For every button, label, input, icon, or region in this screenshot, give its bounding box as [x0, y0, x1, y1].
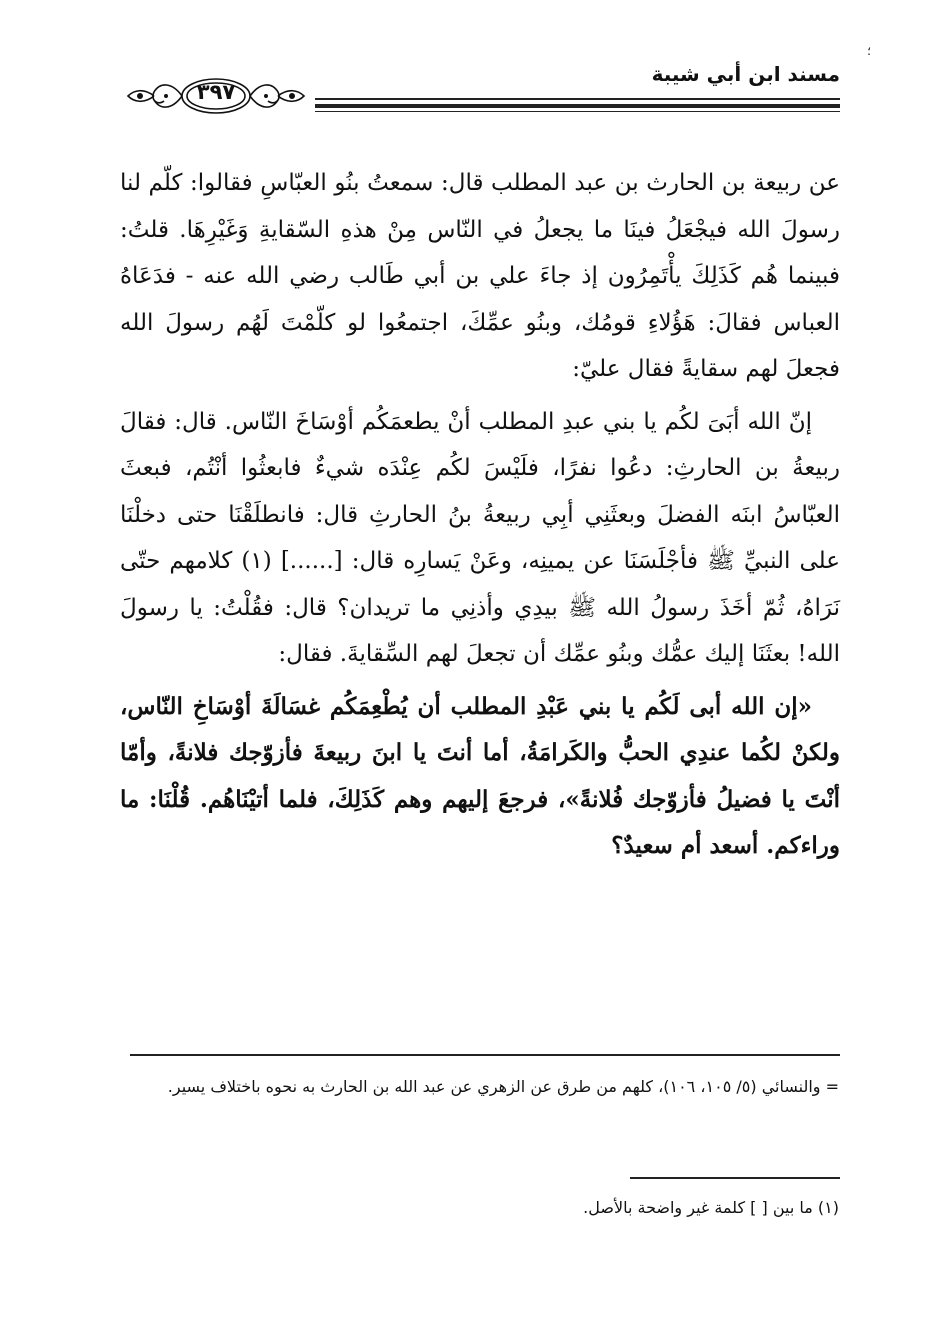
footnote-continued: = والنسائي (٥/ ١٠٥، ١٠٦)، كلهم من طرق عن الزهري عن عبد الله بن الحارث به نحوه باختلاف يسير. — [167, 1077, 839, 1096]
page-number: ٣٩٧ — [196, 80, 236, 104]
footnote-separator — [630, 1177, 840, 1179]
paragraph: عن ربيعة بن الحارث بن عبد المطلب قال: سمعتُ بنُو العبّاسِ فقالوا: كلّم لنا رسولَ الله فيجْعَلُ فينَا ما يجعلُ في النّاس مِنْ هذهِ السّقايةِ وَغَيْرِهَا. قلتُ: فبينما هُم كَذَلِكَ يأْتَمِرُون إذ جاءَ علي بن أبي طَالب رضي الله عنه - فدَعَاهُ العباس فقالَ: هَؤُلاءِ قومُك، وبنُو عمِّكَ، اجتمعُوا لو كلّمْتَ لَهُم رسولَ الله فجعلَ لهم سقايةً فقال عليّ: — [120, 170, 840, 382]
page-header — [120, 58, 840, 128]
footnote-separator — [130, 1054, 840, 1056]
paragraph: إنّ الله أبَىَ لكُم يا بني عبدِ المطلب أنْ يطعمَكُم أوْسَاخَ النّاس. قال: فقالَ ربيعةُ بن الحارثِ: دعُوا نفرًا، فلَيْسَ لكُم عِنْدَه شيءٌ فابعثُوا أنْتُم، فبعثَ العبّاسُ ابنَه الفضلَ وبعثَنِي أبِي ربيعةُ بنُ الحارثِ قال: فانطلَقْنَا حتى دخلْنَا على النبيِّ ﷺ فأجْلَسَنَا عن يمينِه، وعَنْ يَسارِه قال: [......] (١) كلامهم حتّى نَرَاهُ، ثُمّ أخَذَ رسولُ الله ﷺ بيدِي وأذنِي ما تريدان؟ قال: فقُلْتُ: يا رسولَ الله! بعثَنَا إليك عمُّك وبنُو عمِّك أن تجعلَ لهم السِّقايةَ. فقال: — [120, 408, 841, 667]
hadith-quote-paragraph: «إن الله أبى لَكُم يا بني عَبْدِ المطلب أن يُطْعِمَكُم غسَالَةَ أوْسَاخِ النّاس، ولكنْ لكُما عندِي الحبُّ والكَرامَةُ، أما أنتَ يا ابنَ ربيعةَ فأزوّجك فلانةً، وأمّا أنْتَ يا فضيلُ فأزوّجك فُلانةً»، فرجعَ إليهم وهم كَذَلِكَ، فلما أتيْنَاهُم. قُلْنَا: ما وراءكم. أسعد أم سعيدٌ؟ — [120, 692, 840, 859]
header-rule — [315, 104, 840, 108]
header-rule — [315, 98, 840, 100]
book-title: مسند ابن أبي شيبة — [651, 62, 840, 86]
header-rule — [315, 111, 840, 112]
corner-mark: ؛ — [867, 44, 871, 58]
footnote-1: (١) ما بين [ ] كلمة غير واضحة بالأصل. — [583, 1198, 839, 1217]
main-text — [120, 160, 840, 876]
